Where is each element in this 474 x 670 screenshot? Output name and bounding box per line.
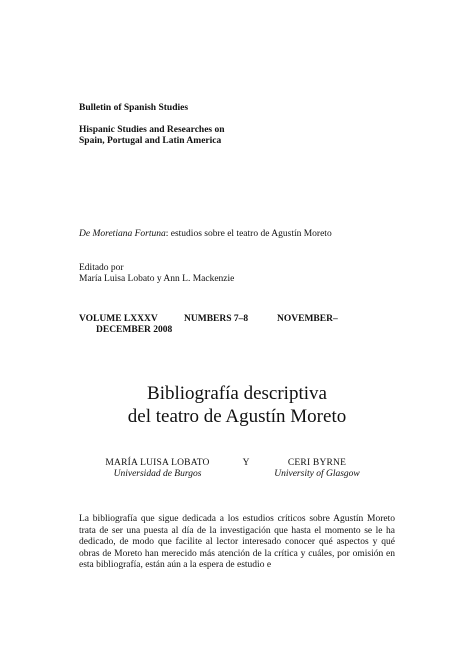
- article-title: [0, 382, 474, 428]
- edited-by-label: Editado por: [79, 263, 124, 273]
- journal-subtitle-line2: Spain, Portugal and Latin America: [79, 136, 222, 146]
- editors-names: María Luisa Lobato y Ann L. Mackenzie: [79, 274, 235, 284]
- issue-info: [79, 314, 338, 324]
- journal-subtitle: [79, 125, 225, 147]
- editors-block: [79, 263, 234, 285]
- issue-date-part2: DECEMBER 2008: [96, 325, 173, 335]
- author-2-affiliation: University of Glasgow: [274, 469, 360, 479]
- issue-volume: VOLUME LXXXV: [79, 314, 158, 324]
- journal-subtitle-line1: Hispanic Studies and Researches on: [79, 125, 225, 135]
- author-1-name: MARÍA LUISA LOBATO: [105, 458, 210, 468]
- journal-name: Bulletin of Spanish Studies: [79, 103, 189, 113]
- special-issue-title-rest: : estudios sobre el teatro de Agustín Moreto: [165, 229, 332, 239]
- abstract-paragraph: La bibliografía que sigue dedicada a los estudios críticos sobre Agustín Moreto trata de ser una puesta al día de la investigación que hasta el momento se le ha dedicado, de modo que facilite al lector interesado conocer qué aspectos y qué obras de Moreto han merecido más atención de la crítica y cuáles, por omisión en esta bibliografía, están aún a la espera de estudio e: [79, 514, 395, 571]
- special-issue-title-italic: De Moretiana Fortuna: [79, 229, 166, 239]
- special-issue-title: [79, 229, 332, 239]
- article-title-line2: del teatro de Agustín Moreto: [127, 406, 347, 427]
- author-1: [85, 458, 230, 479]
- issue-numbers: NUMBERS 7–8: [184, 314, 249, 324]
- author-1-affiliation: Universidad de Burgos: [113, 469, 202, 479]
- author-2: [258, 458, 376, 479]
- article-title-line1: Bibliografía descriptiva: [147, 383, 327, 404]
- issue-date-part1: NOVEMBER–: [277, 314, 338, 324]
- author-separator: Y: [242, 458, 250, 468]
- author-2-name: CERI BYRNE: [287, 458, 347, 468]
